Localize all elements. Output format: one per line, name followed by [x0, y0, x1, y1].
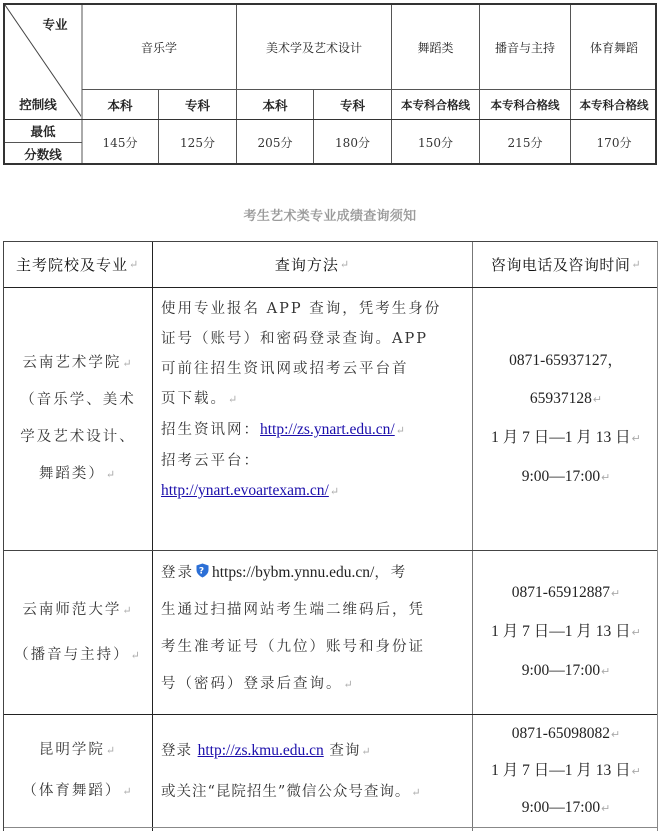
method-text: ，考 — [374, 565, 408, 581]
sub-header: 本专科合格线 — [490, 97, 560, 112]
paragraph-mark-icon: ↵ — [610, 588, 621, 600]
method-cell-ynnu — [153, 551, 472, 714]
sub-header: 本科 — [107, 97, 133, 113]
date-range: 1 月 7 日—1 月 13 日 — [491, 761, 631, 779]
school-cell-kmu — [4, 715, 152, 827]
school-majors-line: （体育舞蹈） — [22, 783, 122, 799]
contact-cell-ynart — [473, 288, 659, 550]
time-range: 9:00—17:00 — [521, 662, 601, 679]
school-cell-ynart — [4, 288, 152, 550]
sub-header: 本科 — [262, 97, 288, 113]
contact-cell-kmu — [473, 715, 659, 827]
date-range: 1 月 7 日—1 月 13 日 — [491, 428, 631, 446]
paragraph-mark-icon: ↵ — [130, 648, 142, 662]
major-header-dance: 舞蹈类 — [417, 40, 454, 55]
paragraph-mark-icon: ↵ — [395, 424, 407, 437]
paragraph-mark-icon: ↵ — [329, 485, 342, 498]
score-value: 205分 — [257, 136, 293, 150]
school-majors-line: （播音与主持） — [14, 646, 130, 663]
paragraph-mark-icon: ↵ — [631, 627, 641, 639]
phone-number: 0871-65937127， — [509, 351, 623, 369]
school-cell-ynnu — [4, 551, 152, 714]
header-text: 查询方法 — [274, 255, 339, 274]
corner-control-line-label: 控制线 — [19, 97, 57, 112]
paragraph-mark-icon: ↵ — [339, 257, 351, 271]
corner-major-label: 专业 — [42, 17, 68, 32]
paragraph-mark-icon: ↵ — [411, 786, 422, 799]
school-name: 云南艺术学院 — [22, 355, 122, 371]
school-majors-line: 舞蹈类） — [38, 466, 105, 482]
time-range: 9:00—17:00 — [521, 467, 601, 485]
phone-number: 0871-65912887 — [511, 584, 610, 601]
contact-cell-ynnu — [473, 551, 659, 714]
site-label: 招生资讯网： — [161, 422, 260, 438]
paragraph-mark-icon: ↵ — [228, 393, 240, 406]
method-line: 生通过扫描网站考生端二维码后，凭 — [161, 602, 425, 618]
method-line: 号（密码）登录后查询。 — [161, 676, 343, 692]
score-control-line-table — [3, 3, 657, 165]
site-label: 招考云平台： — [161, 453, 260, 469]
sub-header: 专科 — [184, 97, 210, 113]
major-header-fine-arts: 美术学及艺术设计 — [265, 40, 362, 55]
header-text: 主考院校及专业 — [16, 255, 129, 274]
ynnu-login-link[interactable]: https://bybm.ynnu.edu.cn/ — [212, 564, 375, 581]
paragraph-mark-icon: ↵ — [122, 357, 134, 370]
school-majors-line: （音乐学、美术 — [20, 392, 136, 408]
row-label-score-line: 分数线 — [24, 147, 62, 162]
header-school-major — [4, 242, 152, 287]
method-cell-ynart — [153, 288, 472, 550]
notice-title: 考生艺术类专业成绩查询须知 — [243, 209, 417, 224]
score-value: 125分 — [180, 136, 215, 150]
method-line: 页下载。 — [161, 391, 227, 407]
method-line: 证号（账号）和密码登录查询。APP — [161, 331, 428, 347]
shield-question-icon — [196, 563, 209, 578]
paragraph-mark-icon: ↵ — [105, 744, 118, 757]
score-value: 180分 — [335, 136, 370, 150]
paragraph-mark-icon: ↵ — [601, 471, 611, 484]
login-text: 登录 — [161, 743, 198, 759]
row-label-lowest: 最低 — [30, 124, 56, 139]
school-majors-line: 学及艺术设计、 — [20, 429, 136, 445]
paragraph-mark-icon: ↵ — [631, 432, 641, 445]
sub-header: 专科 — [339, 97, 365, 113]
phone-number: 0871-65098082 — [511, 724, 610, 742]
method-line: 使用专业报名 APP 查询，凭考生身份 — [161, 301, 442, 317]
method-text: 查询 — [323, 743, 361, 759]
paragraph-mark-icon: ↵ — [361, 745, 372, 758]
evoartexam-link[interactable]: http://ynart.evoartexam.cn/ — [161, 482, 329, 499]
header-query-method — [153, 242, 472, 287]
school-name: 云南师范大学 — [22, 601, 122, 618]
svg-text:?: ? — [198, 566, 207, 577]
paragraph-mark-icon: ↵ — [105, 468, 118, 481]
ynart-admissions-link[interactable]: http://zs.ynart.edu.cn/ — [260, 421, 395, 438]
time-range: 9:00—17:00 — [521, 798, 601, 816]
method-line: 可前往招生资讯网或招考云平台首 — [161, 361, 409, 377]
paragraph-mark-icon: ↵ — [601, 802, 611, 815]
paragraph-mark-icon: ↵ — [343, 678, 355, 691]
score-value: 215分 — [507, 136, 543, 150]
paragraph-mark-icon: ↵ — [129, 257, 140, 271]
paragraph-mark-icon: ↵ — [631, 257, 642, 271]
header-contact — [473, 242, 659, 287]
date-range: 1 月 7 日—1 月 13 日 — [491, 623, 631, 640]
phone-number: 65937128 — [529, 389, 592, 407]
major-header-music: 音乐学 — [140, 40, 177, 55]
header-text: 咨询电话及咨询时间 — [490, 255, 631, 274]
paragraph-mark-icon: ↵ — [631, 765, 641, 778]
method-line: 考生准考证号（九位）账号和身份证 — [161, 639, 425, 655]
major-header-broadcasting: 播音与主持 — [494, 40, 555, 55]
score-value: 170分 — [596, 136, 632, 150]
paragraph-mark-icon: ↵ — [610, 728, 621, 741]
paragraph-mark-icon: ↵ — [592, 393, 603, 406]
sub-header: 本专科合格线 — [579, 97, 649, 112]
paragraph-mark-icon: ↵ — [122, 785, 134, 798]
paragraph-mark-icon: ↵ — [122, 603, 134, 617]
divider — [4, 827, 657, 828]
method-cell-kmu — [153, 715, 472, 827]
login-text: 登录 — [161, 565, 194, 581]
paragraph-mark-icon: ↵ — [601, 666, 611, 678]
score-value: 145分 — [102, 136, 138, 150]
query-info-table — [3, 241, 658, 831]
school-name: 昆明学院 — [38, 742, 105, 758]
sub-header: 本专科合格线 — [401, 97, 470, 112]
score-value: 150分 — [418, 136, 453, 150]
method-line: 或关注“昆院招生”微信公众号查询。 — [161, 784, 411, 800]
major-header-sports-dance: 体育舞蹈 — [589, 40, 638, 55]
kmu-admissions-link[interactable]: http://zs.kmu.edu.cn — [197, 742, 324, 759]
